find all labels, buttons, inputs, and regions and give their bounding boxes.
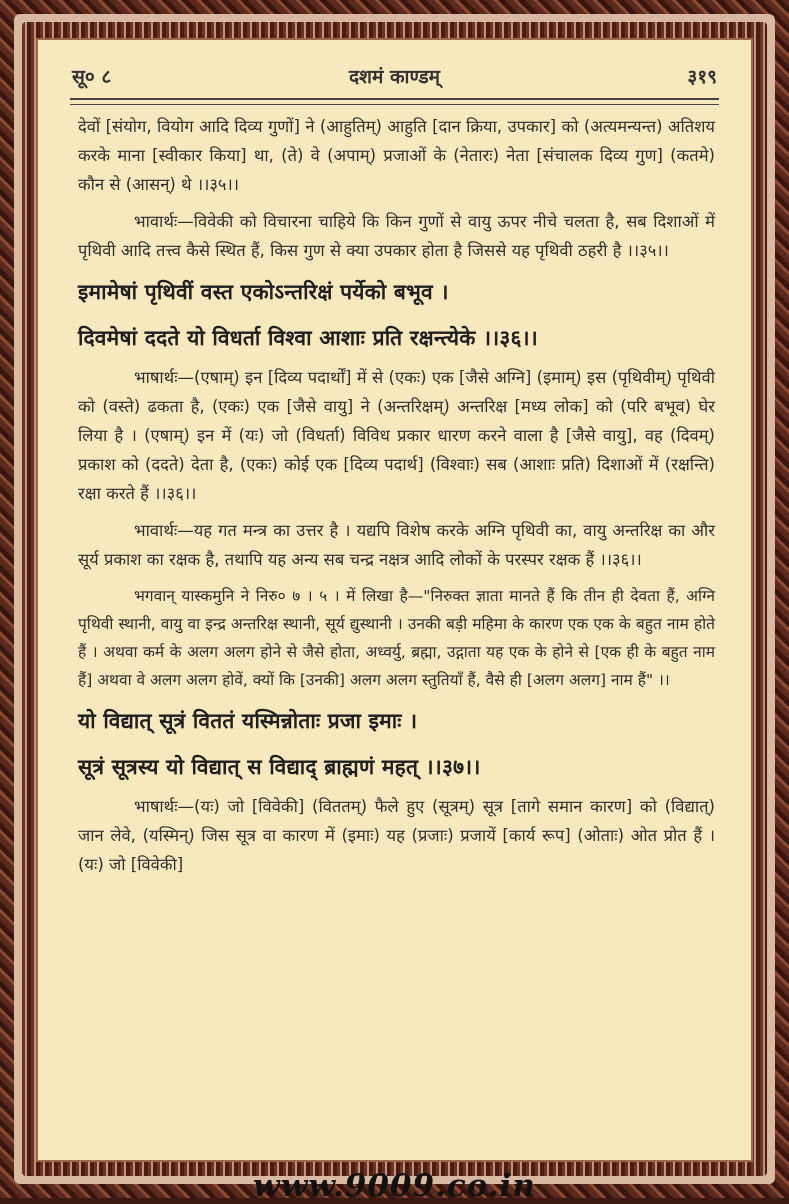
page-body (78, 112, 715, 887)
paragraph-bhasartha-37: भाषार्थः—(यः) जो [विवेकी] (विततम्) फैले हुए (सूत्रम्) सूत्र [तागे समान कारण] को (विद्यात्) जान लेवे, (यस्मिन्) जिस सूत्र वा कारण में (इमाः) यह (प्रजाः) प्रजायें [कार्य रूप] (ओताः) ओत प्रोत हैं । (यः) जो [विवेकी] (78, 797, 715, 874)
book-page (36, 38, 753, 1162)
verse-37-line-2: सूत्रं सूत्रस्य यो विद्यात् स विद्याद् ब्राह्मणं महत् ।।३७।। (78, 755, 481, 779)
website-watermark: www.9009.co.in (253, 1168, 536, 1204)
book-section-title: दशमं काण्डम् (348, 66, 441, 88)
paragraph-translation-35: देवों [संयोग, वियोग आदि दिव्य गुणों] ने (आहुतिम्) आहुति [दान क्रिया, उपकार] को (अत्यमन्यन्त) अतिशय करके माना [स्वीकार किया] था, (ते) वे (अपाम्) प्रजाओं के (नेतारः) नेता [संचालक दिव्य गुण] (कतमे) कौन से (आसन्) थे ।।३५।। (78, 117, 715, 194)
verse-36-line-1: इमामेषां पृथिवीं वस्त एकोऽन्तरिक्षं पर्येको बभूव । (78, 280, 449, 304)
paragraph-bhavartha-36: भावार्थः—यह गत मन्त्र का उत्तर है । यद्यपि विशेष करके अग्नि पृथिवी का, वायु अन्तरिक्ष का और सूर्य प्रकाश का रक्षक है, तथापि यह अन्य सब चन्द्र नक्षत्र आदि लोकों के परस्पर रक्षक हैं ।।३६।। (78, 521, 715, 569)
page-number: ३१९ (687, 66, 717, 88)
paragraph-nirukta-quote: भगवान् यास्कमुनि ने निरु० ७ । ५ । में लिखा है—"निरुक्त ज्ञाता मानते हैं कि तीन ही देवता हैं, अग्नि पृथिवी स्थानी, वायु वा इन्द्र अन्तरिक्ष स्थानी, सूर्य द्युस्थानी । उनकी बड़ी महिमा के कारण एक एक के बहुत नाम होते हैं । अथवा कर्म के अलग अलग होने से जैसे होता, अध्वर्यु, ब्रह्मा, उद्गाता यह एक के होने से [एक ही के बहुत नाम हैं] अथवा वे अलग अलग होवें, क्यों कि [उनकी] अलग अलग स्तुतियाँ हैं, वैसे ही [अलग अलग] नाम हैं" ।। (78, 587, 715, 689)
verse-37-line-1: यो विद्यात् सूत्रं विततं यस्मिन्नोताः प्रजा इमाः । (78, 709, 418, 733)
verse-36-line-2: दिवमेषां ददते यो विधर्ता विश्वा आशाः प्रति रक्षन्त्येके ।।३६।। (78, 326, 538, 350)
header-rule (70, 98, 719, 105)
paragraph-bhasartha-36: भाषार्थः—(एषाम्) इन [दिव्य पदार्थों] में से (एकः) एक [जैसे अग्नि] (इमाम्) इस (पृथिवीम्) पृथिवी को (वस्ते) ढकता है, (एकः) एक [जैसे वायु] ने (अन्तरिक्षम्) अन्तरिक्ष [मध्य लोक] को (परि बभूव) घेर लिया है । (एषाम्) इन में (यः) जो (विधर्ता) विविध प्रकार धारण करने वाला है [जैसे वायु], वह (दिवम्) प्रकाश को (ददते) देता है, (एकः) कोई एक [दिव्य पदार्थ] (विश्वाः) सब (आशाः प्रति) दिशाओं में (रक्षन्ति) रक्षा करते हैं ।।३६।। (78, 368, 715, 503)
paragraph-bhavartha-35: भावार्थः—विवेकी को विचारना चाहिये कि किन गुणों से वायु ऊपर नीचे चलता है, सब दिशाओं में पृथिवी आदि तत्त्व कैसे स्थित हैं, किस गुण से क्या उपकार होता है जिससे यह पृथिवी ठहरी है ।।३५।। (78, 212, 715, 260)
sukta-number: सू० ८ (72, 66, 112, 88)
page-header (72, 58, 717, 94)
